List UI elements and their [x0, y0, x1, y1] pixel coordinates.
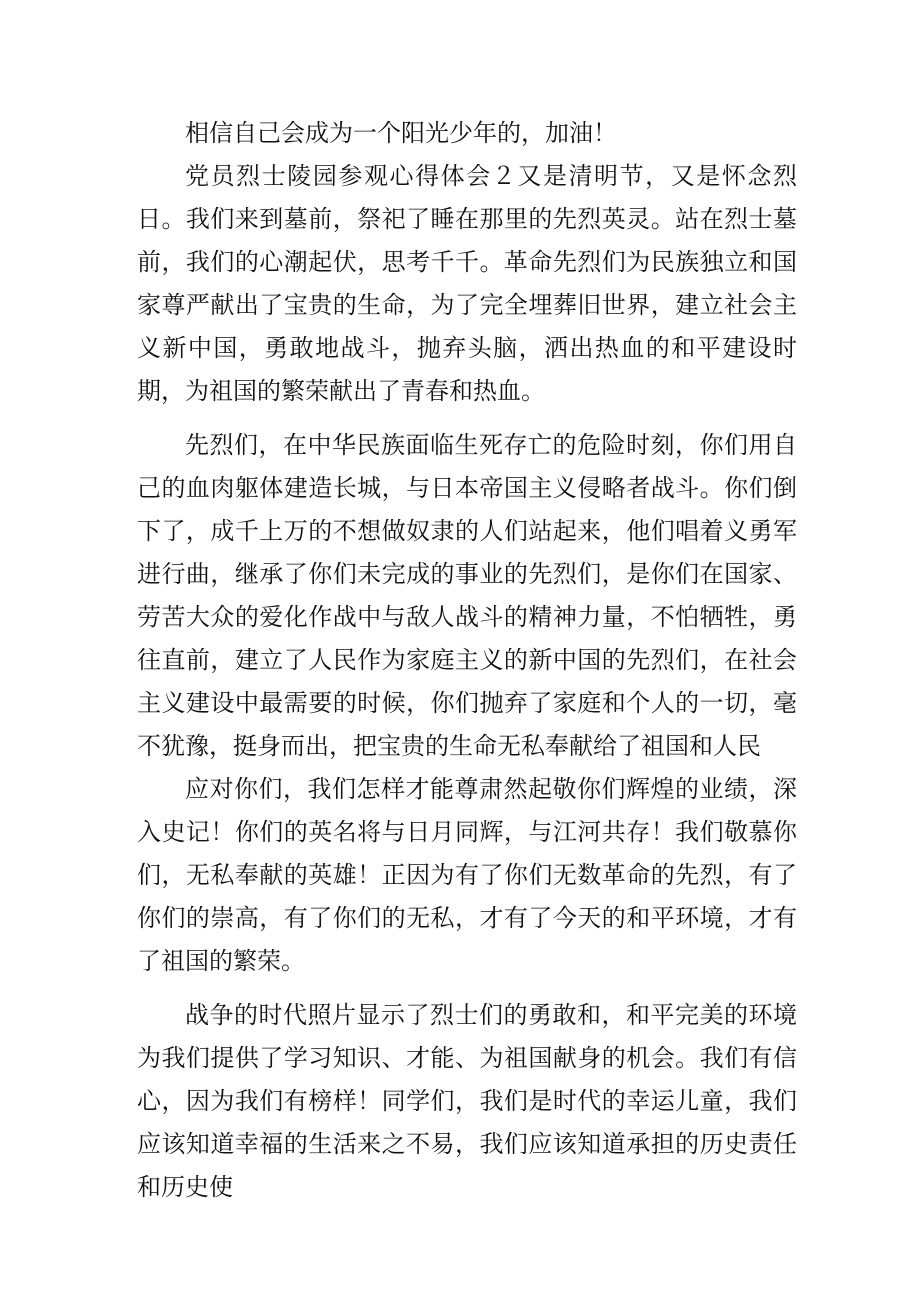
- paragraph-martyrs: 先烈们，在中华民族面临生死存亡的危险时刻，你们用自己的血肉躯体建造长城，与日本帝国主义侵略者战斗。你们倒下了，成千上万的不想做奴隶的人们站起来，他们唱着义勇军进行曲，继承了你们未完成的事业的先烈们，是你们在国家、劳苦大众的爱化作战中与敌人战斗的精神力量，不怕牺牲，勇往直前，建立了人民作为家庭主义的新中国的先烈们，在社会主义建设中最需要的时候，你们抛弃了家庭和个人的一切，毫不犹豫，挺身而出，把宝贵的生命无私奉献给了祖国和人民: [137, 431, 797, 760]
- paragraph-responsibility: 战争的时代照片显示了烈士们的勇敢和，和平完美的环境为我们提供了学习知识、才能、为祖国献身的机会。我们有信心，因为我们有榜样！同学们，我们是时代的幸运儿童，我们应该知道幸福的生活来之不易，我们应该知道承担的历史责任和历史使: [137, 1001, 797, 1201]
- document-page: [137, 112, 797, 1209]
- paragraph-closing-line: 相信自己会成为一个阳光少年的，加油！: [185, 119, 617, 147]
- paragraph-title-intro: 党员烈士陵园参观心得体会２又是清明节，又是怀念烈日。我们来到墓前，祭祀了睡在那里的先烈英灵。站在烈士墓前，我们的心潮起伏，思考千千。革命先烈们为民族独立和国家尊严献出了宝贵的生命，为了完全埋葬旧世界，建立社会主义新中国，勇敢地战斗，抛弃头脑，洒出热血的和平建设时期，为祖国的繁荣献出了青春和热血。: [137, 162, 797, 405]
- paragraph-tribute: 应对你们，我们怎样才能尊肃然起敬你们辉煌的业绩，深入史记！你们的英名将与日月同辉，与江河共存！我们敬慕你们，无私奉献的英雄！正因为有了你们无数革命的先烈，有了你们的崇高，有了你们的无私，才有了今天的和平环境，才有了祖国的繁荣。: [137, 775, 797, 975]
